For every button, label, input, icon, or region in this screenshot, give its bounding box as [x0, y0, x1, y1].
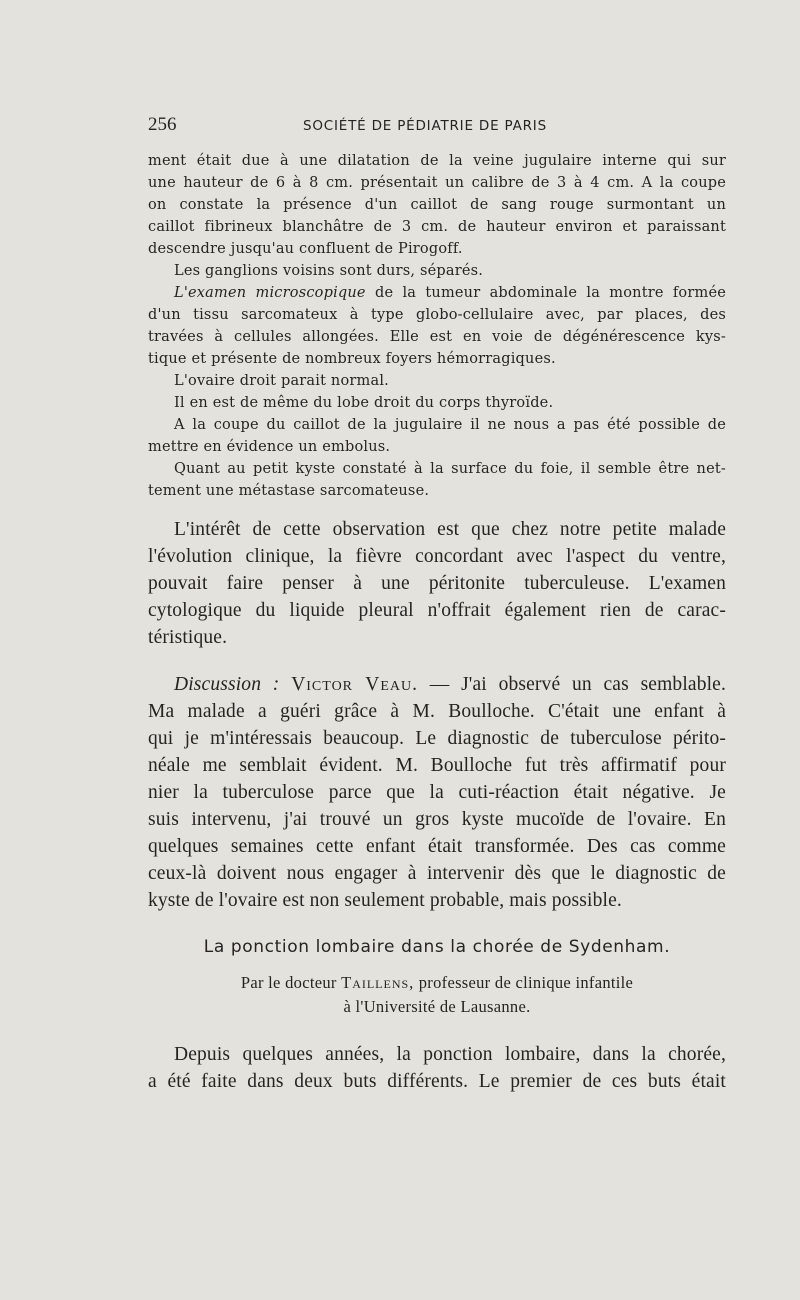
paragraph-line: pouvait faire penser à une péritonite tuberculeuse. L'examen: [148, 573, 726, 594]
discussion-line: quelques semaines cette enfant était transformée. Des cas comme: [148, 836, 726, 857]
obs-line: tique et présente de nombreux foyers hémorragiques.: [148, 351, 556, 367]
paragraph-line: cytologique du liquide pleural n'offrait également rien de carac-: [148, 600, 726, 621]
discussion-label: Discussion :: [174, 674, 280, 695]
discussion-line: qui je m'intéressais beaucoup. Le diagnostic de tuberculose périto-: [148, 728, 726, 749]
article-body-line: a été faite dans deux buts différents. Le premier de ces buts était: [148, 1071, 726, 1092]
obs-line: caillot fibrineux blanchâtre de 3 cm. de hauteur environ et paraissant: [148, 219, 726, 235]
obs-line: travées à cellules allongées. Elle est en voie de dégénérescence kys-: [148, 329, 726, 345]
obs-line: Les ganglions voisins sont durs, séparés.: [174, 263, 484, 279]
author-suffix: professeur de clinique infantile: [418, 973, 634, 992]
obs-line: A la coupe du caillot de la jugulaire il ne nous a pas été possible de: [174, 417, 726, 433]
journal-title: SOCIÉTÉ DE PÉDIATRIE DE PARIS: [303, 118, 547, 134]
article-title: La ponction lombaire dans la chorée de Sydenham.: [203, 937, 671, 957]
discussion-first-line: [174, 674, 726, 696]
article-affiliation: à l'Université de Lausanne.: [343, 997, 531, 1016]
article-author-line: [148, 973, 726, 993]
discussion-line: nier la tuberculose parce que la cuti-réaction était négative. Je: [148, 782, 726, 803]
italic-phrase: L'examen microscopique: [174, 285, 366, 301]
discussion-line: Ma malade a guéri grâce à M. Boulloche. C'était une enfant à: [148, 701, 726, 722]
page-number: 256: [148, 114, 177, 135]
obs-line: tement une métastase sarcomateuse.: [148, 483, 430, 499]
obs-line: d'un tissu sarcomateux à type globo-cellulaire avec, par places, des: [148, 307, 726, 323]
obs-line: ment était due à une dilatation de la veine jugulaire interne qui sur: [148, 153, 726, 169]
discussion-line: néale me semblait évident. M. Boulloche fut très affirmatif pour: [148, 755, 726, 776]
author-name: Taillens,: [341, 973, 415, 992]
obs-line: descendre jusqu'au confluent de Pirogoff.: [148, 241, 463, 257]
obs-line: on constate la présence d'un caillot de sang rouge surmontant un: [148, 197, 726, 213]
discussion-line: kyste de l'ovaire est non seulement probable, mais possible.: [148, 890, 622, 911]
article-body-line: Depuis quelques années, la ponction lombaire, dans la chorée,: [174, 1044, 726, 1065]
running-head: [148, 114, 726, 138]
discussion-first-rest: — J'ai observé un cas semblable.: [429, 674, 726, 695]
obs-line: une hauteur de 6 à 8 cm. présentait un calibre de 3 à 4 cm. A la coupe: [148, 175, 726, 191]
discussion-line: ceux-là doivent nous engager à intervenir dès que le diagnostic de: [148, 863, 726, 884]
paragraph-line: l'évolution clinique, la fièvre concordant avec l'aspect du ventre,: [148, 546, 726, 567]
paragraph-line: téristique.: [148, 627, 228, 648]
obs-line: mettre en évidence un embolus.: [148, 439, 391, 455]
obs-line: [174, 285, 726, 301]
obs-line: Il en est de même du lobe droit du corps thyroïde.: [174, 395, 554, 411]
obs-line: L'ovaire droit parait normal.: [174, 373, 389, 389]
author-prefix: Par le docteur: [240, 973, 337, 992]
obs-line: Quant au petit kyste constaté à la surface du foie, il semble être net-: [174, 461, 726, 477]
paragraph-line: L'intérêt de cette observation est que chez notre petite malade: [174, 519, 726, 540]
discussion-line: suis intervenu, j'ai trouvé un gros kyste mucoïde de l'ovaire. En: [148, 809, 726, 830]
obs-line-rest: de la tumeur abdominale la montre formée: [374, 285, 727, 301]
discussion-speaker: Victor Veau.: [291, 674, 418, 695]
